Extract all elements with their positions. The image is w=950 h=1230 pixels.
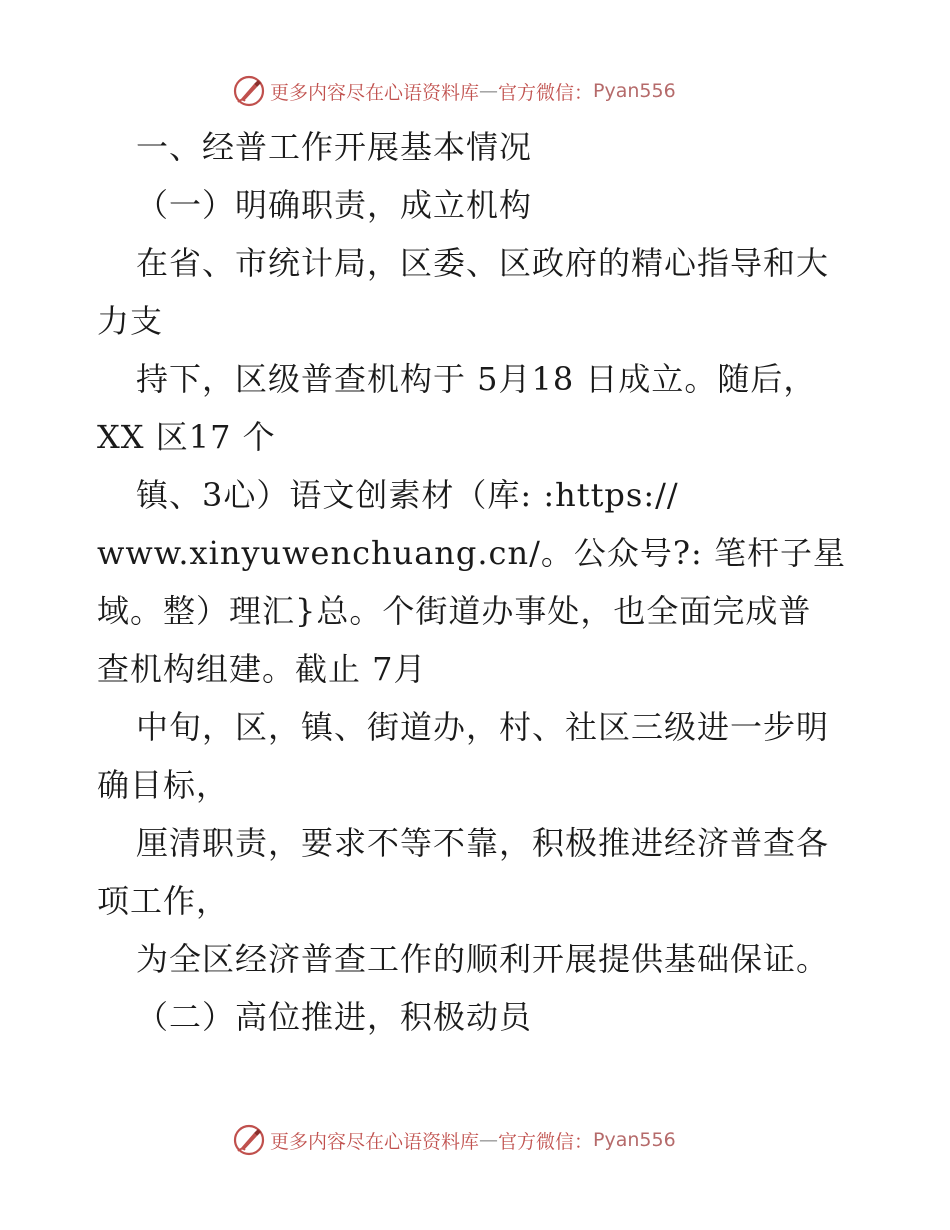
- pen-logo-icon: [232, 74, 266, 108]
- paragraph-line: www.xinyuwenchuang.cn/。公众号?: 笔杆子星: [97, 534, 846, 572]
- subsection-heading: （一）明确职责，成立机构: [136, 186, 533, 224]
- watermark-brand-text: 更多内容尽在心语资料库: [270, 1130, 480, 1153]
- paragraph-line: 为全区经济普查工作的顺利开展提供基础保证。: [136, 940, 830, 978]
- watermark-separator: —: [479, 1129, 499, 1151]
- paragraph-line: 查机构组建。截止 7月: [97, 650, 427, 688]
- paragraph-line: 在省、市统计局，区委、区政府的精心指导和大: [136, 244, 830, 282]
- paragraph-line: 中旬，区，镇、街道办，村、社区三级进一步明: [136, 708, 830, 746]
- paragraph-line: 域。整）理汇}总。个街道办事处，也全面完成普: [97, 592, 812, 630]
- paragraph-line: 持下，区级普查机构于 5月18 日成立。随后，: [136, 360, 817, 398]
- watermark-brand-text: 更多内容尽在心语资料库: [270, 81, 480, 104]
- paragraph-line: 力支: [97, 302, 164, 340]
- watermark-wechat-label: 官方微信：: [498, 1130, 594, 1153]
- watermark-separator: —: [479, 80, 499, 102]
- paragraph-line: 镇、3心）语文创素材（库: :https://: [136, 476, 679, 514]
- watermark-wechat-label: 官方微信：: [498, 81, 594, 104]
- paragraph-line: 项工作，: [97, 882, 230, 920]
- footer-watermark: [232, 1123, 676, 1157]
- header-watermark: [232, 74, 676, 108]
- paragraph-line: XX 区17 个: [97, 418, 276, 456]
- watermark-wechat-account: Pyan556: [593, 80, 676, 102]
- subsection-heading: （二）高位推进，积极动员: [136, 998, 533, 1036]
- paragraph-line: 厘清职责，要求不等不靠，积极推进经济普查各: [136, 824, 830, 862]
- pen-logo-icon: [232, 1123, 266, 1157]
- paragraph-line: 确目标，: [97, 766, 230, 804]
- section-heading: 一、经普工作开展基本情况: [136, 128, 533, 166]
- watermark-wechat-account: Pyan556: [593, 1129, 676, 1151]
